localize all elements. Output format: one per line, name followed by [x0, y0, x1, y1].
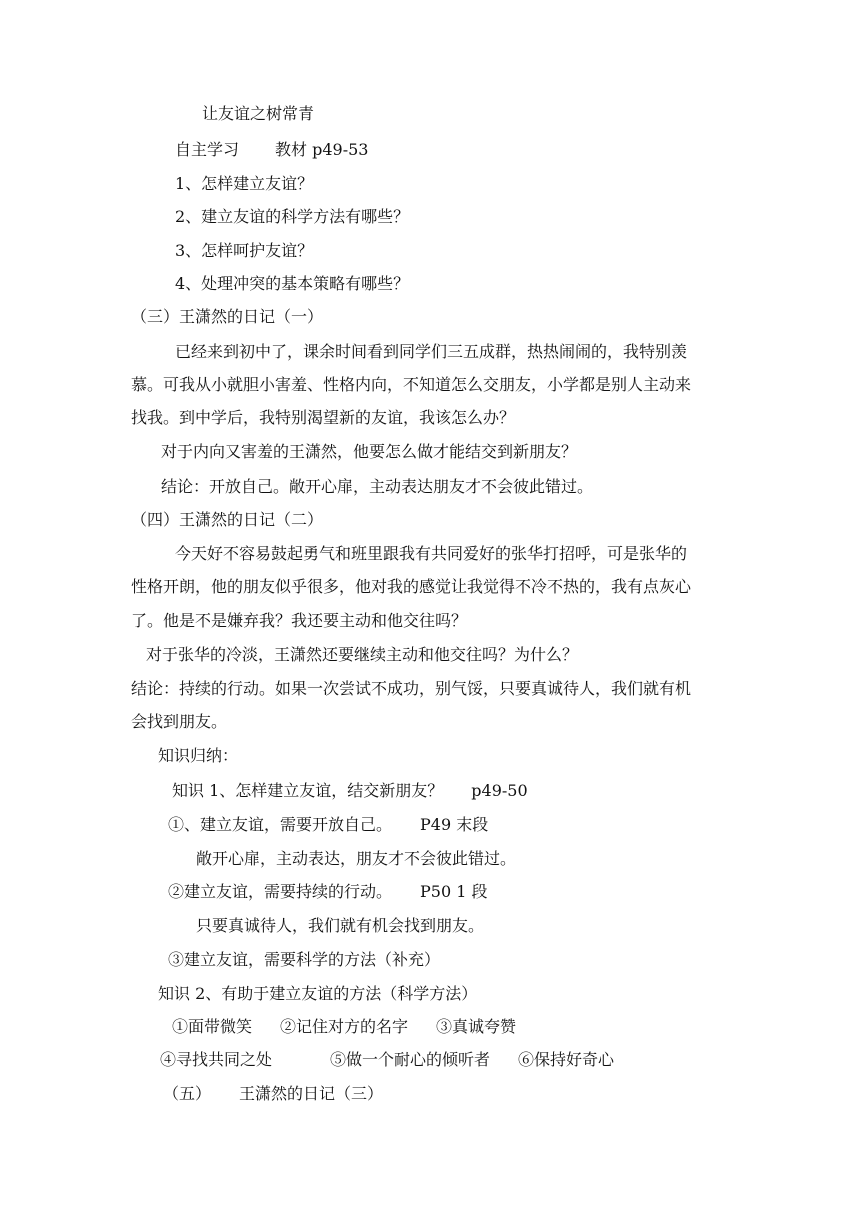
section3-para-line: 找我。到中学后，我特别渴望新的友谊，我该怎么办？ — [131, 408, 516, 427]
point2-text: ②建立友谊，需要持续的行动。 — [168, 882, 393, 901]
section3-para-line: 慕。可我从小就胆小害羞、性格内向，不知道怎么交朋友，小学都是别人主动来 — [131, 375, 692, 394]
question-1: 1、怎样建立友谊？ — [175, 174, 314, 193]
point2-ref: P50 1 段 — [420, 882, 488, 901]
point2-detail: 只要真诚待人，我们就有机会找到朋友。 — [196, 916, 485, 935]
section4-para-line: 了。他是不是嫌弃我？我还要主动和他交往吗？ — [131, 611, 468, 630]
knowledge1-line — [172, 780, 528, 802]
point3-text: ③建立友谊，需要科学的方法（补充） — [168, 950, 441, 969]
self-study-label: 自主学习 — [175, 140, 240, 159]
method-item: ④寻找共同之处 — [160, 1050, 273, 1069]
question-4: 4、处理冲突的基本策略有哪些？ — [175, 274, 410, 293]
point1-text: ①、建立友谊，需要开放自己。 — [168, 815, 393, 834]
self-study-line — [175, 139, 368, 161]
question-2: 2、建立友谊的科学方法有哪些？ — [175, 207, 410, 226]
knowledge1-pages: p49-50 — [471, 781, 528, 800]
method-item: ①面带微笑 — [172, 1017, 253, 1036]
section5-title: 王潇然的日记（三） — [239, 1084, 384, 1103]
point1-ref: P49 末段 — [420, 815, 489, 834]
summary-heading: 知识归纳： — [158, 746, 239, 765]
section3-conclusion: 结论：开放自己。敞开心扉，主动表达朋友才不会彼此错过。 — [161, 477, 594, 496]
section4-para-line: 性格开朗，他的朋友似乎很多，他对我的感觉让我觉得不冷不热的，我有点灰心 — [131, 577, 692, 596]
doc-title: 让友谊之树常青 — [202, 104, 315, 123]
method-item: ②记住对方的名字 — [280, 1017, 409, 1036]
method-item: ⑤做一个耐心的倾听者 — [330, 1050, 491, 1069]
section4-conclusion-line: 会找到朋友。 — [131, 712, 228, 731]
knowledge1-title: 知识 1、怎样建立友谊，结交新朋友？ — [172, 781, 444, 800]
method-item: ⑥保持好奇心 — [518, 1050, 615, 1069]
knowledge2-title: 知识 2、有助于建立友谊的方法（科学方法） — [158, 984, 478, 1003]
methods-row-1 — [172, 1016, 516, 1038]
self-study-ref: 教材 p49-53 — [275, 140, 369, 159]
section3-question: 对于内向又害羞的王潇然，他要怎么做才能结交到新朋友？ — [161, 442, 578, 461]
question-3: 3、怎样呵护友谊？ — [175, 241, 314, 260]
methods-row-2 — [160, 1049, 614, 1071]
point2-line — [168, 881, 488, 903]
point1-detail: 敞开心扉，主动表达，朋友才不会彼此错过。 — [196, 849, 517, 868]
section4-heading: （四）王潇然的日记（二） — [131, 510, 324, 529]
section5-line — [163, 1083, 383, 1105]
method-item: ③真诚夸赞 — [436, 1017, 517, 1036]
section3-para-line: 已经来到初中了，课余时间看到同学们三五成群，热热闹闹的，我特别羡 — [175, 342, 688, 361]
section4-conclusion-line: 结论：持续的行动。如果一次尝试不成功，别气馁，只要真诚待人，我们就有机 — [131, 679, 692, 698]
section5-label: （五） — [163, 1084, 212, 1103]
section4-question: 对于张华的冷淡，王潇然还要继续主动和他交往吗？为什么？ — [146, 645, 579, 664]
section4-para-line: 今天好不容易鼓起勇气和班里跟我有共同爱好的张华打招呼，可是张华的 — [175, 544, 688, 563]
section3-heading: （三）王潇然的日记（一） — [131, 307, 324, 326]
point1-line — [168, 814, 488, 836]
